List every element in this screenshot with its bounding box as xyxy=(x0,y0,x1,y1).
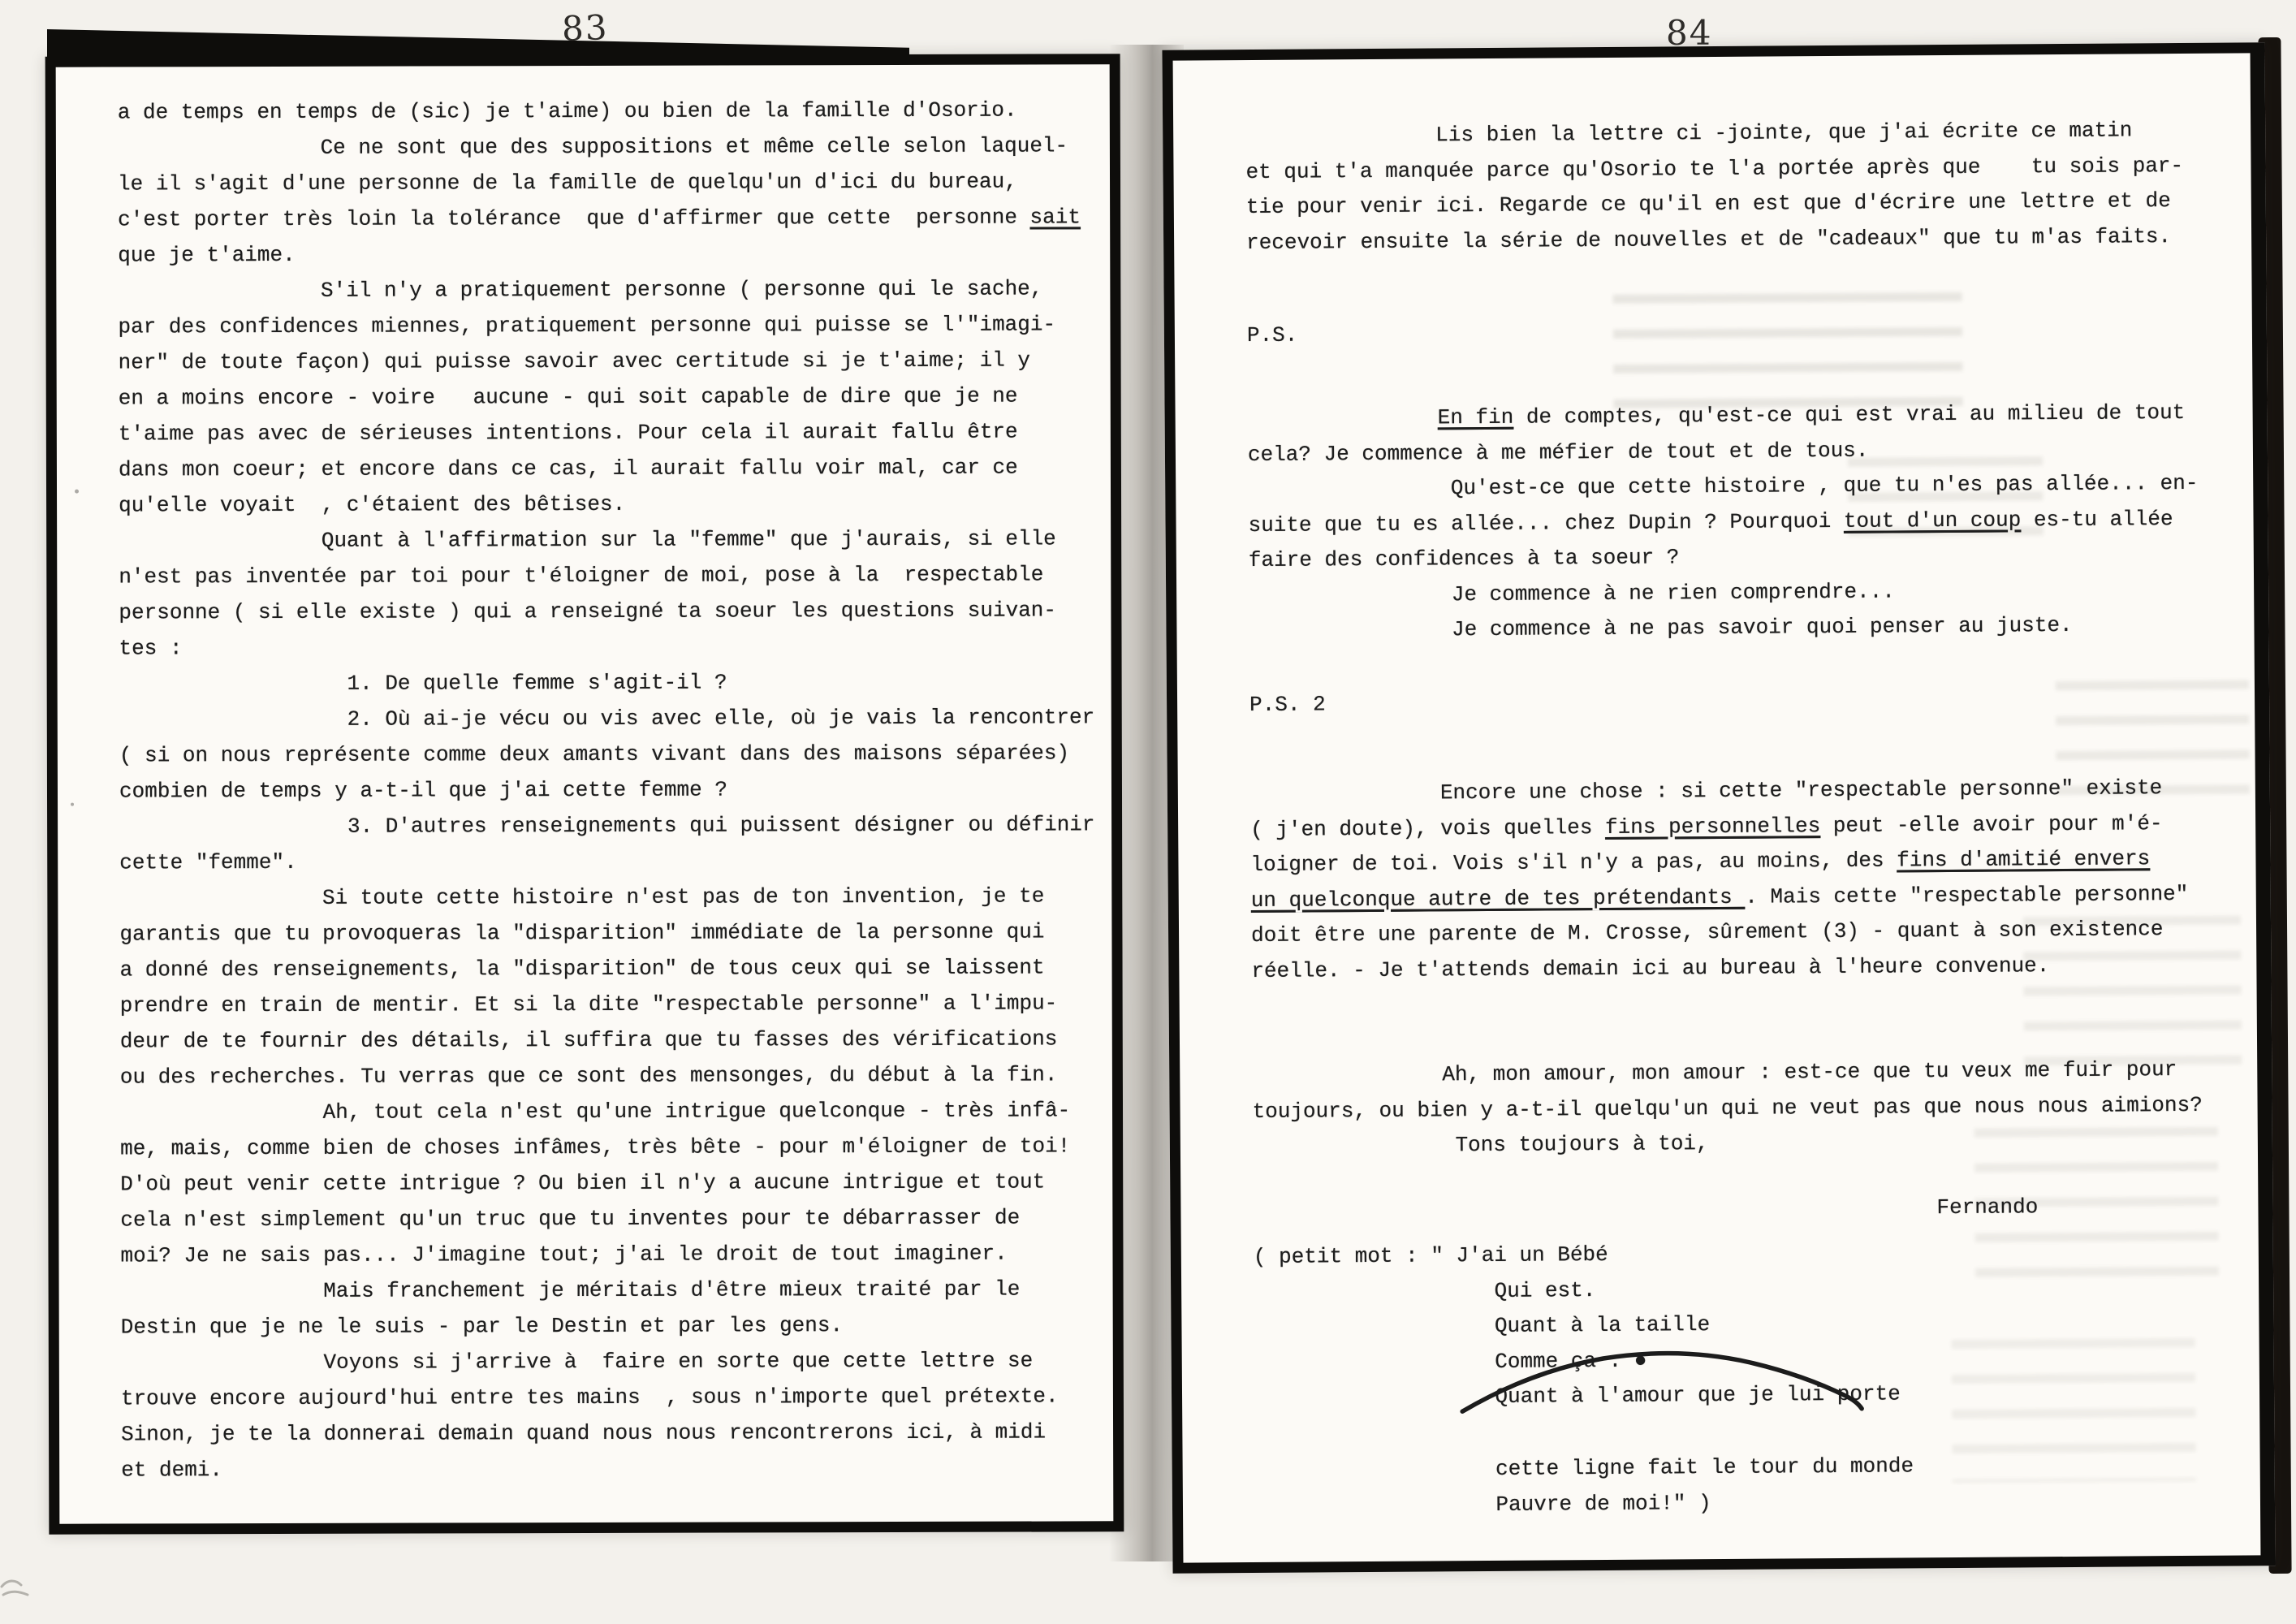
text-line: par des confidences miennes, pratiquement personne qui puisse se l'"imagi- xyxy=(118,312,1056,339)
text-line: Mais franchement je méritais d'être mieux traité par le xyxy=(120,1276,1021,1304)
text-line: Si toute cette histoire n'est pas de ton invention, je te xyxy=(119,883,1045,911)
page-number-right: 84 xyxy=(1666,13,1713,53)
scan-corner-artifact xyxy=(0,1570,57,1607)
text-line: Qui est. xyxy=(1254,1277,1596,1305)
text-line: faire des confidences à ta soeur ? xyxy=(1248,545,1680,573)
text-line: le il s'agit d'une personne de la famille de quelqu'un d'ici du bureau, xyxy=(117,169,1017,197)
text-line: Ce ne sont que des suppositions et même celle selon laquel- xyxy=(117,133,1068,161)
scan-speck xyxy=(75,490,79,494)
text-line: combien de temps y a-t-il que j'ai cette femme ? xyxy=(119,777,727,804)
text-line: Quant à l'amour que je lui porte xyxy=(1254,1381,1901,1411)
text-line: ner" de toute façon) qui puisse savoir avec certitude si je t'aime; il y xyxy=(118,348,1031,375)
text-line: et demi. xyxy=(121,1458,223,1483)
text-line: Destin que je ne le suis - par le Destin et par les gens. xyxy=(120,1313,844,1340)
text-line: Quant à l'affirmation sur la "femme" que j'aurais, si elle xyxy=(119,526,1056,554)
text-line: trouve encore aujourd'hui entre tes mains , sous n'importe quel prétexte. xyxy=(120,1384,1059,1411)
scan-ink-artifact xyxy=(47,29,909,60)
text-line: Je commence à ne pas savoir quoi penser au juste. xyxy=(1249,612,2073,644)
text-line: 2. Où ai-je vécu ou vis avec elle, où je vais la rencontrer xyxy=(119,705,1095,732)
text-line: P.S. 2 xyxy=(1249,692,1326,718)
text-line: me, mais, comme bien de choses infâmes, très bête - pour m'éloigner de toi! xyxy=(120,1134,1071,1161)
text-line: dans mon coeur; et encore dans ce cas, il aurait fallu voir mal, car ce xyxy=(118,455,1018,482)
petit-mot-note-end xyxy=(1255,1449,1914,1524)
text-line: S'il n'y a pratiquement personne ( personne qui le sache, xyxy=(118,276,1043,304)
letter-page-83 xyxy=(45,54,1124,1534)
text-line: prendre en train de mentir. Et si la dite "respectable personne" a l'impu- xyxy=(119,991,1058,1018)
text-line: loigner de toi. Vois s'il n'y a pas, au moins, des fins d'amitié envers xyxy=(1250,846,2151,878)
text-line: ( petit mot : " J'ai un Bébé xyxy=(1253,1242,1608,1270)
text-line: 1. De quelle femme s'agit-il ? xyxy=(119,670,727,697)
text-line: Encore une chose : si cette "respectable personne" existe xyxy=(1249,775,2163,807)
text-line: qu'elle voyait , c'étaient des bêtises. xyxy=(119,491,626,518)
letter-closing xyxy=(1252,1052,2203,1165)
text-line: ou des recherches. Tu verras que ce sont des mensonges, du début à la fin. xyxy=(119,1062,1058,1090)
text-line: Ah, mon amour, mon amour : est-ce que tu veux me fuir pour xyxy=(1252,1057,2177,1089)
text-line: cette ligne fait le tour du monde xyxy=(1254,1453,1914,1484)
hand-drawn-arc xyxy=(1457,1349,1872,1426)
text-line: 3. D'autres renseignements qui puissent désigner ou définir xyxy=(119,812,1095,840)
text-line: cela? Je commence à me méfier de tout et de tous. xyxy=(1247,438,1869,467)
text-line: tes : xyxy=(119,636,183,661)
text-line: Comme ça : ● xyxy=(1254,1348,1647,1376)
text-line: réelle. - Je t'attends demain ici au bureau à l'heure convenue. xyxy=(1251,952,2050,983)
text-line: Ah, tout cela n'est qu'une intrigue quelconque - très infâ- xyxy=(119,1098,1071,1125)
text-line: tie pour venir ici. Regarde ce qu'il en est que d'écrire une lettre et de xyxy=(1245,188,2171,220)
text-line: toujours, ou bien y a-t-il quelqu'un qui ne veut pas que nous nous aimions? xyxy=(1252,1092,2203,1124)
text-line: deur de te fournir des détails, il suffira que tu fasses des vérifications xyxy=(119,1026,1058,1054)
text-line: doit être une parente de M. Crosse, sûrement (3) - quant à son existence xyxy=(1250,917,2164,948)
text-line: Quant à la taille xyxy=(1254,1312,1711,1341)
bleed-through-artifact xyxy=(1952,1338,2196,1483)
letter-page-84 xyxy=(1162,42,2275,1573)
text-line: Tons toujours à toi, xyxy=(1252,1131,1709,1160)
text-line: et qui t'a manquée parce qu'Osorio te l'a portée après que tu sois par- xyxy=(1245,153,2184,184)
page-number-left: 83 xyxy=(561,7,610,49)
text-line: Fernando xyxy=(1936,1194,2039,1220)
text-line: Lis bien la lettre ci -jointe, que j'ai écrite ce matin xyxy=(1245,118,2133,149)
postscript-2-label xyxy=(1249,687,1326,723)
text-line: ( si on nous représente comme deux amants vivant dans des maisons séparées) xyxy=(119,741,1070,768)
text-line: suite que tu es allée... chez Dupin ? Pourquoi tout d'un coup es-tu allée xyxy=(1248,506,2173,538)
text-line: a donné des renseignements, la "disparition" de tous ceux qui se laissent xyxy=(119,955,1045,983)
text-line: en a moins encore - voire aucune - qui soit capable de dire que je ne xyxy=(118,383,1018,411)
text-line: Sinon, je te la donnerai demain quand nous nous rencontrerons ici, à midi xyxy=(121,1419,1047,1447)
text-line: un quelconque autre de tes prétendants . Mais cette "respectable personne" xyxy=(1250,881,2189,913)
text-line: cela n'est simplement qu'un truc que tu inventes pour te débarrasser de xyxy=(120,1205,1021,1233)
text-line: garantis que tu provoqueras la "disparition" immédiate de la personne qui xyxy=(119,919,1045,947)
text-line: Qu'est-ce que cette histoire , que tu n'es pas allée... en- xyxy=(1248,470,2199,503)
text-line: recevoir ensuite la série de nouvelles et de "cadeaux" que tu m'as faits. xyxy=(1246,223,2172,255)
text-line: P.S. xyxy=(1246,322,1298,348)
text-line: Je commence à ne rien comprendre... xyxy=(1249,578,1895,608)
text-line: Voyons si j'arrive à faire en sorte que cette lettre se xyxy=(120,1348,1034,1376)
text-line: ( j'en doute), vois quelles fins personnelles peut -elle avoir pour m'é- xyxy=(1250,810,2163,842)
signature xyxy=(1936,1190,2038,1225)
text-line: n'est pas inventée par toi pour t'éloigner de moi, pose à la respectable xyxy=(119,562,1044,590)
postscript-label xyxy=(1247,318,1298,354)
postscript-body xyxy=(1247,395,2199,650)
letter-intro xyxy=(1245,113,2184,261)
scan-speck xyxy=(71,803,74,806)
text-line: t'aime pas avec de sérieuses intentions. Pour cela il aurait fallu être xyxy=(118,419,1018,447)
text-line: moi? Je ne sais pas... J'imagine tout; j'ai le droit de tout imaginer. xyxy=(120,1241,1008,1268)
text-line: a de temps en temps de (sic) je t'aime) ou bien de la famille d'Osorio. xyxy=(117,97,1017,125)
letter-text-page-83 xyxy=(118,92,1097,1488)
postscript-2-body xyxy=(1250,771,2189,989)
text-line: que je t'aime. xyxy=(118,242,296,268)
text-line: D'où peut venir cette intrigue ? Ou bien il n'y a aucune intrigue et tout xyxy=(120,1169,1046,1197)
text-line: c'est porter très loin la tolérance que d'affirmer que cette personne sait xyxy=(118,205,1081,232)
text-line: personne ( si elle existe ) qui a renseigné ta soeur les questions suivan- xyxy=(119,598,1057,625)
text-line: cette "femme". xyxy=(119,849,297,875)
text-line: Pauvre de moi!" ) xyxy=(1254,1490,1711,1518)
text-line: En fin de comptes, qu'est-ce qui est vrai au milieu de tout xyxy=(1437,400,2186,430)
